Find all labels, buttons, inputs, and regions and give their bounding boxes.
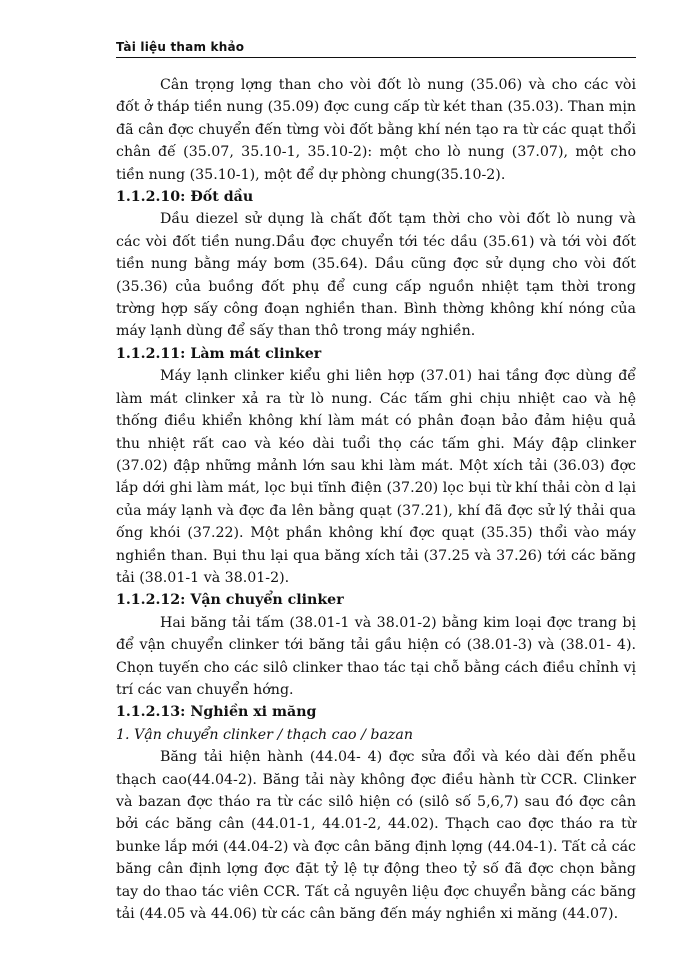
running-header: Tài liệu tham khảo — [116, 40, 245, 54]
document-body — [116, 74, 636, 925]
section-heading-clinker-transport: 1.1.2.12: Vận chuyển clinker — [116, 592, 344, 609]
paragraph-coal-weighing: Cân trọng lợng than cho vòi đốt lò nung (35.06) và cho các vòi đốt ở tháp tiền nung (35.09) đợc cung cấp từ két than (35.03). Than mịn đã cân đợc chuyển đến từng vòi đốt bằng khí nén tạo ra từ các quạt thổi chân đế (35.07, 35.10-1, 35.10-2): một cho lò nung (37.07), một cho tiền nung (35.10-1), một để dự phòng chung(35.10-2). — [116, 77, 636, 183]
paragraph-material-transport: Băng tải hiện hành (44.04- 4) đợc sửa đổi và kéo dài đến phễu thạch cao(44.04-2). Băng tải này không đợc điều hành từ CCR. Clinker và bazan đợc tháo ra từ các silô hiện có (silô số 5,6,7) sau đó đợc cân bởi các băng cân (44.01-1, 44.01-2, 44.02). Thạch cao đợc tháo ra từ bunke lắp mới (44.04-2) và đợc cân băng định lợng (44.04-1). Tất cả các băng cân định lợng đợc đặt tỷ lệ tự động theo tỷ số đã đợc chọn bằng tay do thao tác viên CCR. Tất cả nguyên liệu đợc chuyển bằng các băng tải (44.05 và 44.06) từ các cân băng đến máy nghiền xi măng (44.07). — [116, 749, 636, 923]
section-heading-clinker-cooling: 1.1.2.11: Làm mát clinker — [116, 345, 322, 362]
paragraph-clinker-cooling: Máy lạnh clinker kiểu ghi liên hợp (37.01) hai tầng đợc dùng để làm mát clinker xả ra từ lò nung. Các tấm ghi chịu nhiệt cao và hệ thống điều khiển không khí làm mát có phân đoạn bảo đảm hiệu quả thu nhiệt rất cao và kéo dài tuổi thọ các tấm ghi. Máy đập clinker (37.02) đập những mảnh lớn sau khi làm mát. Một xích tải (36.03) đợc lắp dới ghi làm mát, lọc bụi tĩnh điện (37.20) lọc bụi từ khí thải còn d lại của máy lạnh và đợc đa lên bằng quạt (37.21), khí đã đợc sử lý thải qua ống khói (37.22). Một phần không khí đợc quạt (35.35) thổi vào máy nghiền than. Bụi thu lại qua băng xích tải (37.25 và 37.26) tới các băng tải (38.01-1 và 38.01-2). — [116, 368, 636, 586]
section-heading-cement-grinding: 1.1.2.13: Nghiền xi măng — [116, 704, 317, 721]
section-heading-oil-firing: 1.1.2.10: Đốt dầu — [116, 189, 254, 206]
subsection-heading-material-transport: 1. Vận chuyển clinker / thạch cao / bazan — [116, 726, 413, 743]
header-rule — [116, 57, 636, 58]
paragraph-clinker-transport: Hai băng tải tấm (38.01-1 và 38.01-2) bằng kim loại đợc trang bị để vận chuyển clinker tới băng tải gầu hiện có (38.01-3) và (38.01- 4). Chọn tuyến cho các silô clinker thao tác tại chỗ bằng cách điều chỉnh vị trí các van chuyển hớng. — [116, 614, 636, 698]
paragraph-oil-firing: Dầu diezel sử dụng là chất đốt tạm thời cho vòi đốt lò nung và các vòi đốt tiền nung.Dầu đợc chuyển tới téc dầu (35.61) và tới vòi đốt tiền nung bằng máy bơm (35.64). Dầu cũng đợc sử dụng cho vòi đốt (35.36) của buồng đốt phụ để cung cấp nguồn nhiệt tạm thời trong trờng hợp sấy công đoạn nghiền than. Bình thờng không khí nóng của máy lạnh dùng để sấy than thô trong máy nghiền. — [116, 211, 636, 340]
